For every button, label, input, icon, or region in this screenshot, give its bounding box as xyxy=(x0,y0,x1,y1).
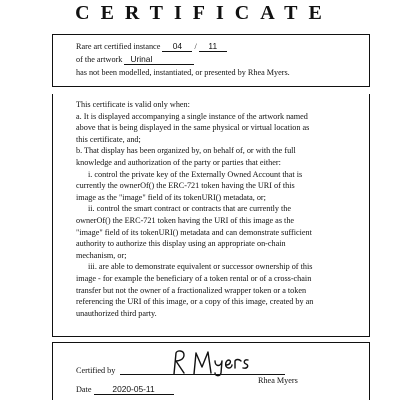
top-left-border xyxy=(52,34,53,86)
condition-line: currently the ownerOf() the ERC-721 token having the URI of this xyxy=(76,181,295,191)
certificate-date: 2020-05-11 xyxy=(94,385,174,395)
signature-left-border xyxy=(52,342,53,400)
condition-line: referencing the URI of this image, or a copy of this image, created by an xyxy=(76,297,314,307)
condition-line: image - for example the beneficiary of a token rental or of a cross-chain xyxy=(76,273,312,283)
condition-line: iii. are able to demonstrate equivalent or successor ownership of this xyxy=(88,262,313,272)
body-right-border xyxy=(369,94,370,336)
middle-rule xyxy=(52,86,370,87)
body-bottom-rule xyxy=(52,336,370,337)
date-label: Date xyxy=(76,385,92,394)
artwork-line xyxy=(76,55,194,66)
condition-line: a. It is displayed accompanying a single instance of the artwork named xyxy=(76,111,308,121)
artwork-name: Urinal xyxy=(124,55,194,65)
handwritten-signature xyxy=(168,347,298,377)
condition-line: authority to authorize this display using an appropriate on-chain xyxy=(76,239,286,249)
condition-line: mechanism, or; xyxy=(76,250,127,260)
certificate-title: CERTIFICATE xyxy=(75,2,333,24)
top-rule xyxy=(52,34,370,35)
condition-line: i. control the private key of the Externally Owned Account that is xyxy=(88,169,303,179)
instance-separator: / xyxy=(194,42,197,51)
condition-line: b. That display has been organized by, on behalf of, or with the full xyxy=(76,146,296,156)
top-right-border xyxy=(369,34,370,86)
instance-number: 04 xyxy=(162,42,192,52)
body-left-border xyxy=(52,94,53,336)
instance-total: 11 xyxy=(199,42,227,52)
condition-line: "image" field of its tokenURI() metadata and can demonstrate sufficient xyxy=(76,227,312,237)
condition-line: above that is being displayed in the same physical or virtual location as xyxy=(76,123,310,133)
condition-line: unauthorized third party. xyxy=(76,308,157,318)
instance-prefix: Rare art certified instance xyxy=(76,42,161,51)
condition-line: This certificate is valid only when: xyxy=(76,100,190,109)
signature-top-rule xyxy=(52,342,370,343)
signature-right-border xyxy=(369,342,370,400)
disclaimer-line: has not been modelled, instantiated, or presented by Rhea Myers. xyxy=(76,68,290,77)
conditions-text xyxy=(76,99,368,319)
condition-line: knowledge and authorization of the party or parties that either: xyxy=(76,157,281,167)
instance-line xyxy=(76,42,227,53)
condition-line: this certificate, and; xyxy=(76,134,141,144)
condition-line: transfer but not the owner of a fractionalized wrapper token or a token xyxy=(76,285,307,295)
artwork-prefix: of the artwork xyxy=(76,55,123,64)
signer-name: Rhea Myers xyxy=(258,376,298,385)
condition-line: ii. control the smart contract or contracts that are currently the xyxy=(88,204,292,214)
condition-line: image as the "image" field of its tokenURI() metadata, or; xyxy=(76,192,266,202)
certified-by-label: Certified by xyxy=(76,366,116,375)
date-line xyxy=(76,385,174,396)
condition-line: ownerOf() the ERC-721 token having the URI of this image as the xyxy=(76,215,295,225)
